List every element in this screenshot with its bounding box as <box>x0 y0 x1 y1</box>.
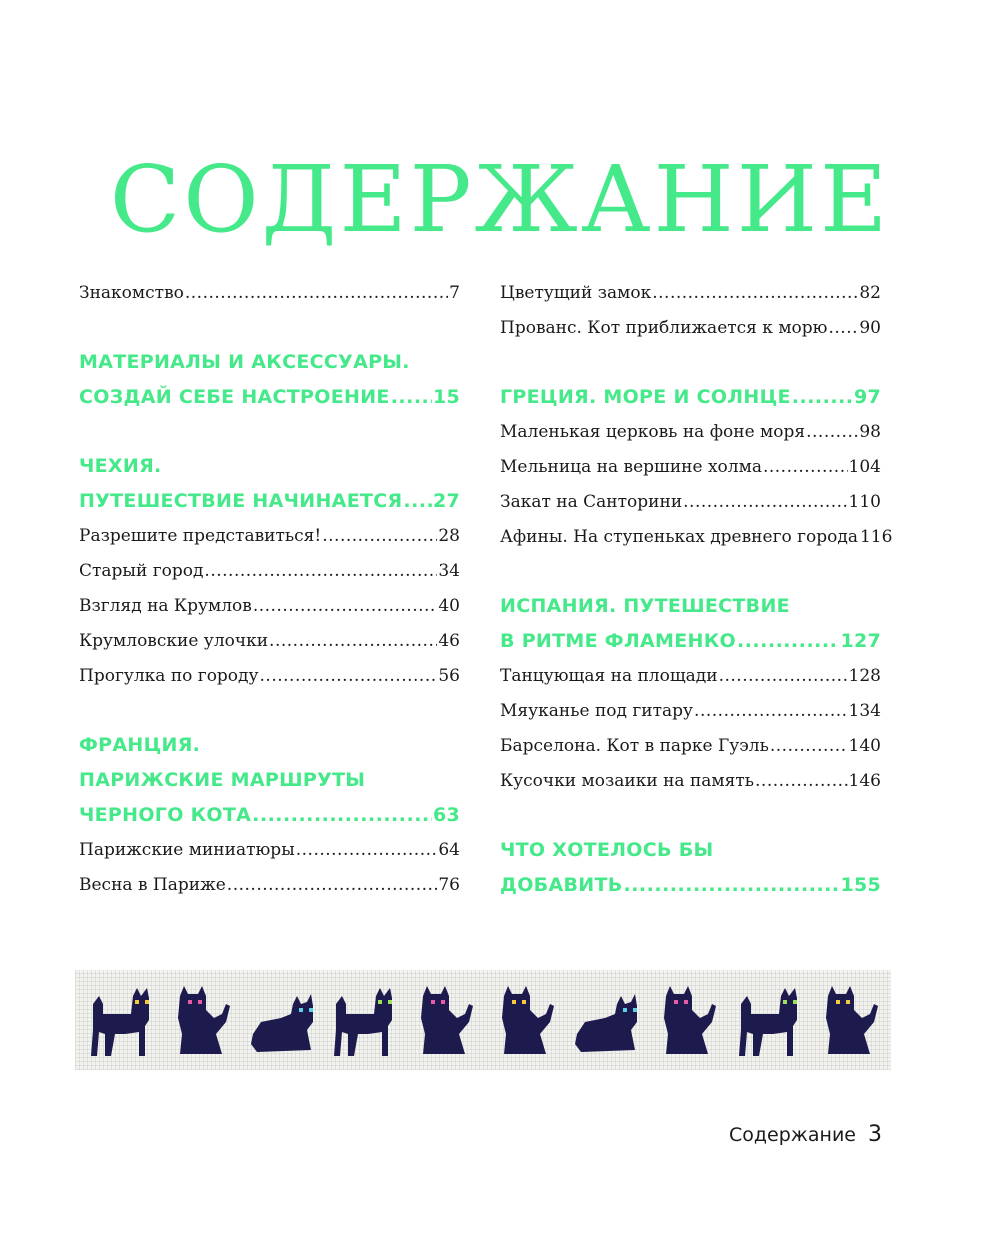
toc-entry-label: Прованс. Кот приближается к морю <box>500 318 828 338</box>
page-footer <box>729 1122 882 1147</box>
toc-entry-label: Крумловские улочки <box>79 631 269 651</box>
toc-section-entry[interactable] <box>79 798 460 833</box>
toc-section-heading-line: ПАРИЖСКИЕ МАРШРУТЫ <box>79 769 366 791</box>
toc-entry[interactable] <box>79 833 460 868</box>
toc-column-right <box>500 276 893 903</box>
toc-column-left <box>79 276 460 903</box>
dot-leader <box>792 380 853 415</box>
toc-entry-label: Мельница на вершине холма <box>500 457 762 477</box>
toc-page-number: 146 <box>848 771 881 791</box>
toc-page-number: 127 <box>840 630 881 652</box>
toc-entry-label: Знакомство <box>79 283 184 303</box>
toc-section-heading-line: ФРАНЦИЯ. <box>79 734 201 756</box>
dot-leader <box>737 624 839 659</box>
toc-entry-label: СОЗДАЙ СЕБЕ НАСТРОЕНИЕ <box>79 386 390 408</box>
toc-entry[interactable] <box>500 764 881 799</box>
dot-leader <box>391 380 432 415</box>
toc-entry-label: Танцующая на площади <box>500 666 718 686</box>
toc-entry-label: Маленькая церковь на фоне моря <box>500 422 806 442</box>
dot-leader <box>204 554 437 589</box>
toc-entry-label: Цветущий замок <box>500 283 652 303</box>
toc-entry[interactable] <box>500 450 881 485</box>
toc-page-number: 63 <box>432 804 460 826</box>
cat-stitch-icon <box>739 988 797 1056</box>
toc-section-entry[interactable] <box>500 868 881 903</box>
toc-page-number: 134 <box>848 701 881 721</box>
page-title: СОДЕРЖАНИЕ <box>109 145 891 253</box>
toc-entry-label: Взгляд на Крумлов <box>79 596 252 616</box>
footer-label: Содержание <box>729 1124 856 1146</box>
toc-entry[interactable] <box>500 485 881 520</box>
toc-section-entry[interactable] <box>500 624 881 659</box>
toc-section-entry[interactable] <box>79 484 460 519</box>
dot-leader <box>806 415 858 450</box>
cross-stitch-cats-icon <box>75 970 891 1070</box>
toc-page-number: 56 <box>438 666 460 686</box>
toc-entry[interactable] <box>500 520 893 555</box>
toc-page-number: 104 <box>848 457 881 477</box>
toc-entry-label: Весна в Париже <box>79 875 226 895</box>
cat-stitch-icon <box>251 994 313 1052</box>
toc-entry[interactable] <box>500 694 881 729</box>
page-number: 3 <box>868 1122 882 1147</box>
dot-leader <box>763 450 848 485</box>
cat-stitch-icon <box>421 986 473 1054</box>
section-spacer <box>79 694 460 728</box>
cat-stitch-icon <box>334 988 392 1056</box>
toc-entry[interactable] <box>500 415 881 450</box>
toc-entry-label: Кусочки мозаики на память <box>500 771 755 791</box>
section-spacer <box>79 415 460 449</box>
cat-stitch-icon <box>826 986 878 1054</box>
toc-section-entry[interactable] <box>500 380 881 415</box>
toc-entry-label: ПУТЕШЕСТВИЕ НАЧИНАЕТСЯ <box>79 490 403 512</box>
toc-entry-label: ЧЕРНОГО КОТА <box>79 804 252 826</box>
toc-section-heading-line: МАТЕРИАЛЫ И АКСЕССУАРЫ. <box>79 351 410 373</box>
toc-page-number: 140 <box>848 736 881 756</box>
toc-page-number: 7 <box>449 283 460 303</box>
dot-leader <box>403 484 432 519</box>
cat-stitch-icon <box>664 986 716 1054</box>
dot-leader <box>322 519 437 554</box>
dot-leader <box>253 589 438 624</box>
cross-stitch-cats-border <box>75 970 891 1070</box>
cat-stitch-icon <box>178 986 230 1054</box>
toc-entry-label: Старый город <box>79 561 204 581</box>
toc-entry-label: ДОБАВИТЬ <box>500 874 623 896</box>
dot-leader <box>227 868 438 903</box>
toc-entry[interactable] <box>79 624 460 659</box>
toc-entry-label: Прогулка по городу <box>79 666 259 686</box>
section-spacer <box>500 799 881 833</box>
toc-entry-label: Парижские миниатюры <box>79 840 295 860</box>
toc-section-entry[interactable] <box>79 380 460 415</box>
toc-entry-label: Мяуканье под гитару <box>500 701 694 721</box>
dot-leader <box>719 659 848 694</box>
dot-leader <box>624 868 840 903</box>
toc-section-heading-line: ЧЕХИЯ. <box>79 455 162 477</box>
toc-entry[interactable] <box>79 554 460 589</box>
toc-page-number: 98 <box>859 422 881 442</box>
dot-leader <box>652 276 858 311</box>
dot-leader <box>260 659 438 694</box>
toc-page-number: 64 <box>438 840 460 860</box>
toc-entry-label: Барселона. Кот в парке Гуэль <box>500 736 769 756</box>
toc-page-number: 128 <box>848 666 881 686</box>
dot-leader <box>269 624 437 659</box>
dot-leader <box>683 485 847 520</box>
toc-entry-label: В РИТМЕ ФЛАМЕНКО <box>500 630 736 652</box>
section-spacer <box>500 346 881 380</box>
toc-page-number: 97 <box>853 386 881 408</box>
toc-section-heading-line: ИСПАНИЯ. ПУТЕШЕСТВИЕ <box>500 595 790 617</box>
dot-leader <box>755 764 848 799</box>
toc-entry-label: ГРЕЦИЯ. МОРЕ И СОЛНЦЕ <box>500 386 791 408</box>
toc-entry[interactable] <box>500 276 881 311</box>
toc-entry[interactable] <box>79 868 460 903</box>
dot-leader <box>770 729 848 764</box>
dot-leader <box>694 694 848 729</box>
cat-stitch-icon <box>575 994 637 1052</box>
toc-entry-label: Разрешите представиться! <box>79 526 322 546</box>
toc-entry[interactable] <box>79 589 460 624</box>
toc-page-number: 40 <box>438 596 460 616</box>
toc-page-number: 15 <box>432 386 460 408</box>
cat-stitch-icon <box>502 986 554 1054</box>
toc-entry[interactable] <box>79 659 460 694</box>
dot-leader <box>296 833 438 868</box>
toc-page-number: 155 <box>840 874 881 896</box>
toc-page-number: 116 <box>859 527 893 547</box>
toc-entry[interactable] <box>79 519 460 554</box>
toc-section-heading-line: ЧТО ХОТЕЛОСЬ БЫ <box>500 839 714 861</box>
toc-entry[interactable] <box>500 729 881 764</box>
toc-entry-label: Закат на Санторини <box>500 492 683 512</box>
toc-page-number: 28 <box>438 526 460 546</box>
section-spacer <box>79 311 460 345</box>
cat-stitch-icon <box>91 988 149 1056</box>
toc-page-number: 46 <box>438 631 460 651</box>
toc-page-number: 27 <box>432 490 460 512</box>
toc-entry-label: Афины. На ступеньках древнего города <box>500 527 858 547</box>
toc-entry[interactable] <box>500 659 881 694</box>
toc-entry[interactable] <box>79 276 460 311</box>
dot-leader <box>828 311 858 346</box>
toc-page-number: 82 <box>859 283 881 303</box>
toc-page-number: 90 <box>859 318 881 338</box>
toc-entry[interactable] <box>500 311 881 346</box>
toc-page-number: 76 <box>438 875 460 895</box>
dot-leader <box>185 276 448 311</box>
dot-leader <box>252 798 432 833</box>
toc-page-number: 34 <box>438 561 460 581</box>
toc-page-number: 110 <box>848 492 881 512</box>
section-spacer <box>500 555 881 589</box>
